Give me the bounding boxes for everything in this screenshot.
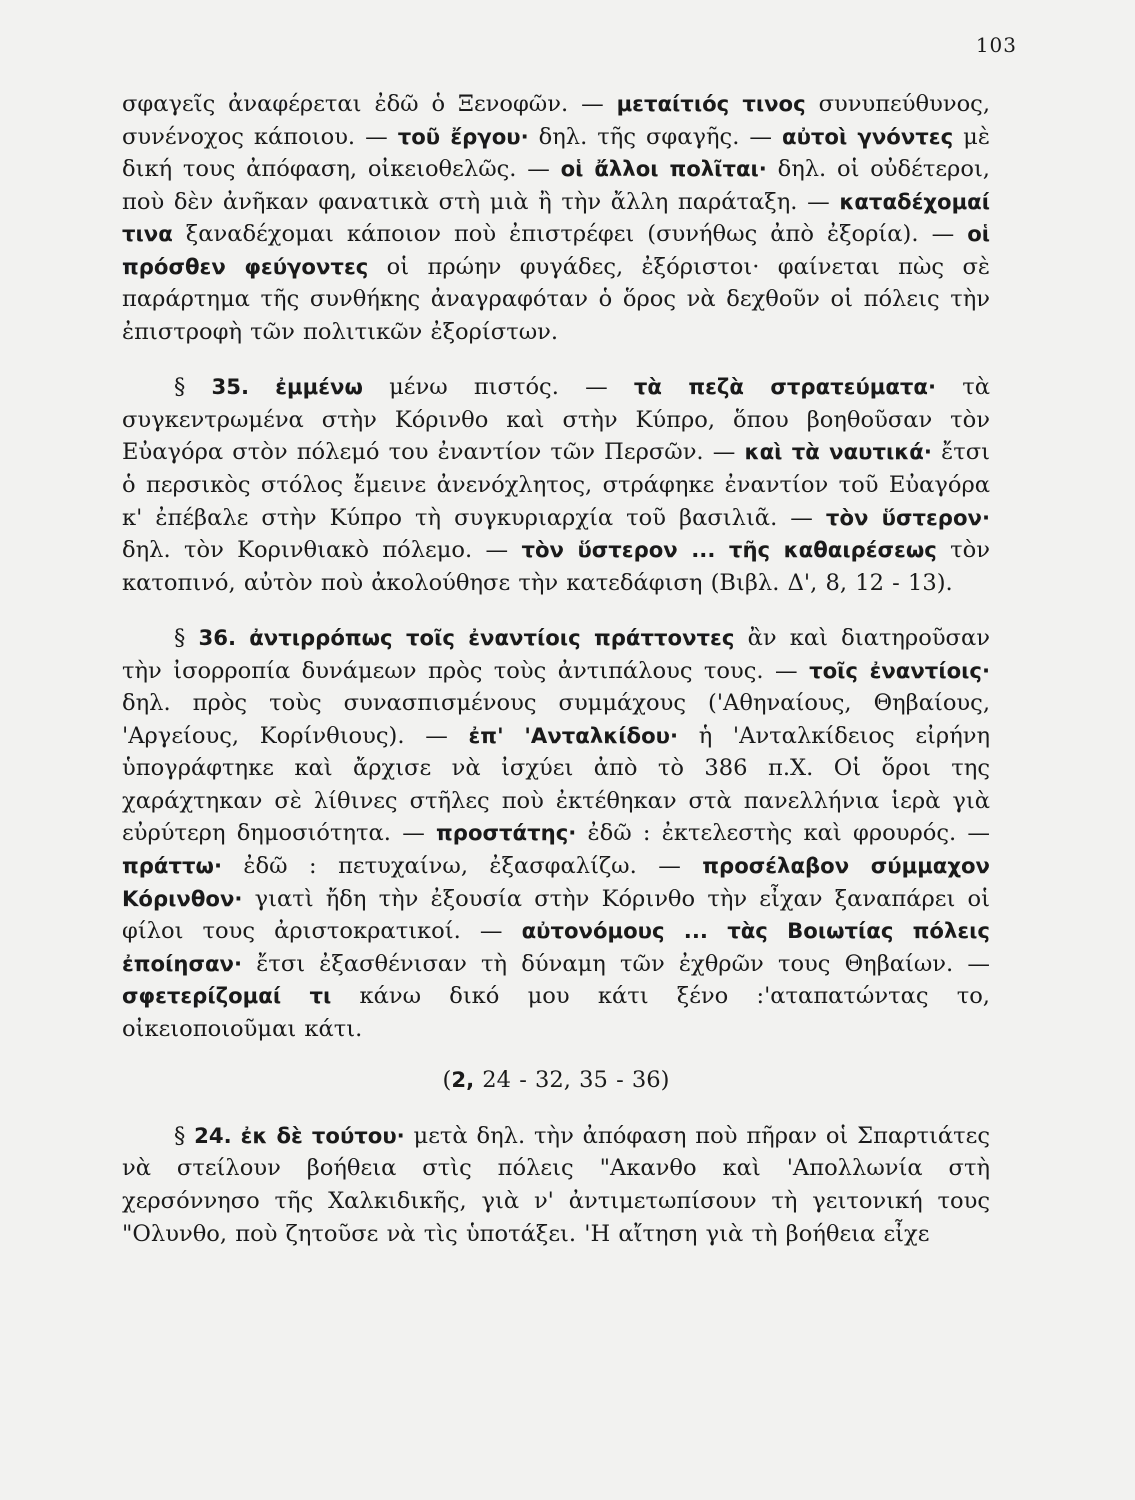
- bold-lemma: πράττω·: [122, 853, 222, 879]
- bold-lemma: ἐμμένω: [275, 374, 363, 400]
- bold-lemma: αὐτονόμους ... τὰς Βοιωτίας πόλεις ἐποίησαν·: [122, 918, 990, 976]
- heading-number: 2,: [451, 1067, 475, 1093]
- text-run: ξαναδέχομαι κάποιον ποὺ ἐπιστρέφει (συνήθως ἀπὸ ἐξορία). —: [172, 221, 968, 248]
- bold-lemma: τοῦ ἔργου·: [397, 123, 529, 149]
- bold-lemma: οἱ πρόσθεν φεύγοντες: [122, 221, 990, 279]
- text-run: σφαγεῖς ἀναφέρεται ἐδῶ ὁ Ξενοφῶν. —: [122, 91, 617, 117]
- text-run: §: [174, 625, 199, 652]
- text-run: γιατὶ ἤδη τὴν ἐξουσία στὴν Κόρινθο τὴν εἶχαν ξαναπάρει οἱ φίλοι τους ἀριστοκρατικοί. —: [122, 885, 990, 945]
- text-run: τὸν κατοπινό, αὐτὸν ποὺ ἀκολούθησε τὴν κατεδάφιση (Βιβλ. Δ', 8, 12 - 13).: [122, 537, 990, 596]
- text-run: §: [174, 374, 212, 401]
- bold-lemma: αὐτοὶ γνόντες: [782, 123, 954, 149]
- text-run: ἡ 'Ανταλκίδειος εἰρήνη ὑπογράφτηκε καὶ ἄρχισε νὰ ἰσχύει ἀπὸ τὸ 386 π.Χ. Οἱ ὅροι της χαράχτηκαν σὲ λίθινες στῆλες ποὺ ἐκτέθηκαν στὰ πανελλήνια ἱερὰ γιὰ εὐρύτερη δημοσιότητα. —: [122, 722, 991, 847]
- bold-lemma: 24.: [194, 1122, 232, 1148]
- text-run: §: [174, 1122, 195, 1149]
- text-run: μὲ δική τους ἀπόφαση, οἰκειοθελῶς. —: [122, 123, 990, 183]
- bold-lemma: τὸν ὕστερον·: [825, 504, 990, 530]
- text-run: οἱ πρώην φυγάδες, ἐξόριστοι· φαίνεται πὼς σὲ παράρτημα τῆς συνθήκης ἀναγραφόταν ὁ ὅρος νὰ δεχθοῦν οἱ πόλεις τὴν ἐπιστροφὴ τῶν πολιτικῶν ἐξορίστων.: [122, 253, 990, 345]
- bold-lemma: ἀντιρρόπως τοῖς ἐναντίοις πράττοντες: [249, 625, 735, 651]
- bold-lemma: προσέλαβον σύμμαχον Κόρινθον·: [122, 853, 990, 911]
- bold-lemma: 35.: [211, 374, 250, 400]
- text-run: ἔτσι ὁ περσικὸς στόλος ἔμεινε ἀνενόχλητος, στράφηκε ἐναντίον τοῦ Εὐαγόρα κ' ἐπέβαλε στὴν Κύπρο τὴ συγκυριαρχία τοῦ βασιλιᾶ. —: [122, 439, 990, 531]
- text-run: [236, 625, 249, 651]
- text-run: συνυπεύθυνος, συνένοχος κάποιου. —: [122, 91, 991, 150]
- page-number: 103: [975, 33, 1017, 57]
- text-run: ἐδῶ : ἐκτελεστὴς καὶ φρουρός. —: [576, 820, 990, 847]
- bold-lemma: τὸν ὕστερον ... τῆς καθαιρέσεως: [521, 537, 937, 563]
- text-run: δηλ. πρὸς τοὺς συνασπισμένους συμμάχους ('Αθηναίους, Θηβαίους, 'Αργείους, Κορίνθιους). —: [122, 690, 990, 749]
- paragraph-section-24: [122, 1120, 990, 1250]
- text-run: δηλ. τὸν Κορινθιακὸ πόλεμο. —: [122, 537, 522, 564]
- heading-range: 24 - 32, 35 - 36): [474, 1067, 670, 1094]
- bold-lemma: καὶ τὰ ναυτικά·: [744, 439, 932, 465]
- bold-lemma: οἱ ἄλλοι πολῖται·: [560, 156, 767, 182]
- bold-lemma: μεταίτιός τινος: [616, 91, 806, 116]
- bold-lemma: τοῖς ἐναντίοις·: [809, 657, 990, 683]
- text-run: δηλ. οἱ οὐδέτεροι, ποὺ δὲν ἀνῆκαν φανατικὰ στὴ μιὰ ἢ τὴν ἄλλη παράταξη. —: [122, 156, 990, 215]
- text-run: ἐδῶ : πετυχαίνω, ἐξασφαλίζω. —: [222, 853, 703, 880]
- text-run: κάνω δικό μου κάτι ξένο :'αταπατώντας το, οἰκειοποιοῦμαι κάτι.: [122, 983, 990, 1042]
- text-run: ἔτσι ἐξασθένισαν τὴ δύναμη τῶν ἐχθρῶν τους Θηβαίων. —: [242, 950, 990, 977]
- bold-lemma: καταδέχομαί τινα: [122, 188, 990, 247]
- bold-lemma: 36.: [198, 625, 237, 651]
- bold-lemma: ἐκ δὲ τούτου·: [240, 1122, 405, 1148]
- paragraph-commentary-intro: [122, 88, 990, 348]
- section-heading: [122, 1064, 990, 1097]
- text-run: ἂν καὶ διατηροῦσαν τὴν ἰσορροπία δυνάμεων πρὸς τοὺς ἀντιπάλους τους. —: [122, 625, 990, 684]
- text-run: μένω πιστός. —: [362, 374, 634, 401]
- bold-lemma: ἐπ' 'Ανταλκίδου·: [468, 722, 679, 748]
- heading-open-paren: (: [442, 1067, 452, 1094]
- text-run: δηλ. τῆς σφαγῆς. —: [528, 123, 783, 150]
- text-run: μετὰ δηλ. τὴν ἀπόφαση ποὺ πῆραν οἱ Σπαρτιάτες νὰ στείλουν βοήθεια στὶς πόλεις "Ακανθο καὶ 'Απολλωνία στὴ χερσόννησο τῆς Χαλκιδικῆς, γιὰ ν' ἀντιμετωπίσουν τὴ γειτονική τους "Ολυνθο, ποὺ ζητοῦσε νὰ τὶς ὑποτάξει. 'Η αἴτηση γιὰ τὴ βοήθεια εἶχε: [122, 1122, 990, 1247]
- paragraph-section-35: [122, 371, 990, 599]
- body-text: [122, 88, 990, 1250]
- bold-lemma: προστάτης·: [436, 820, 577, 846]
- paragraph-section-36: [122, 622, 990, 1045]
- bold-lemma: σφετερίζομαί τι: [122, 983, 332, 1009]
- text-run: [232, 1123, 241, 1149]
- bold-lemma: τὰ πεζὰ στρατεύματα·: [633, 374, 937, 400]
- text-run: [249, 374, 275, 400]
- text-run: τὰ συγκεντρωμένα στὴν Κόρινθο καὶ στὴν Κύπρο, ὅπου βοηθοῦσαν τὸν Εὐαγόρα στὸν πόλεμό του ἐναντίον τῶν Περσῶν. —: [122, 374, 990, 466]
